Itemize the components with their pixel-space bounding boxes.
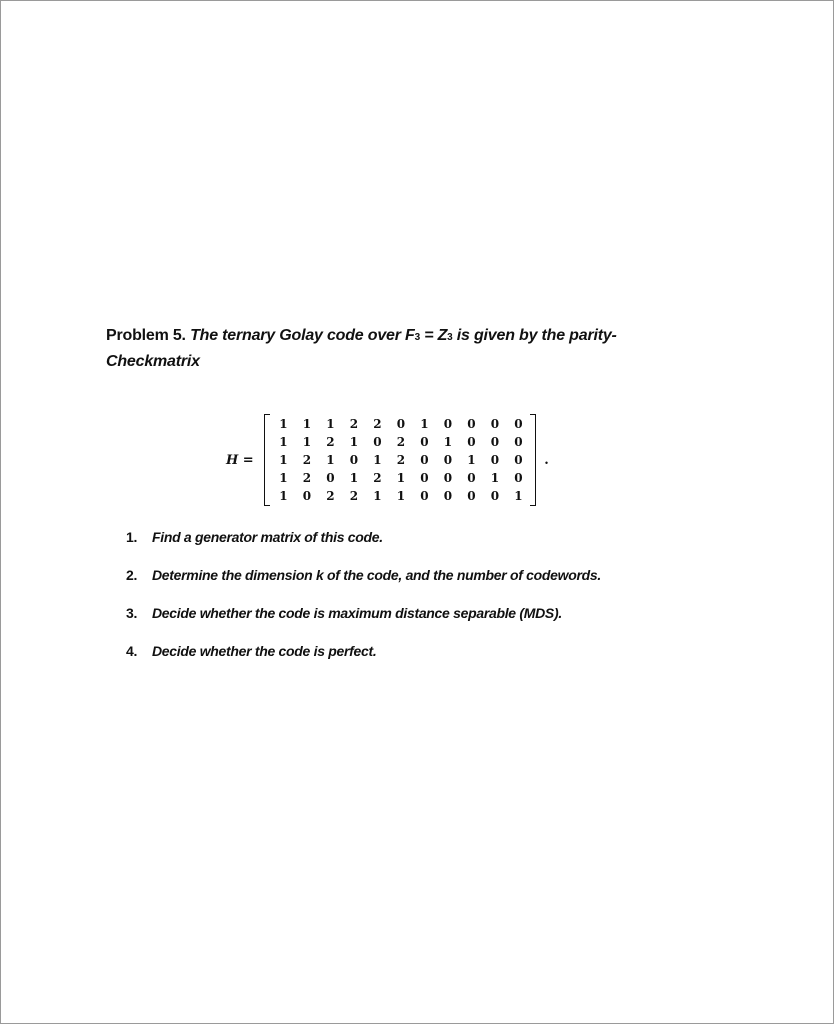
matrix-cell: 1 — [490, 471, 500, 485]
equals-sign: = — [419, 327, 438, 344]
matrix-cell: 0 — [326, 471, 335, 485]
matrix-cell: 1 — [443, 435, 453, 449]
matrix-cell: 0 — [514, 471, 523, 485]
problem-text-after-field: is given by the parity- — [452, 327, 617, 344]
matrix-cell: 0 — [490, 435, 500, 449]
field-f: F — [405, 327, 415, 344]
matrix-grid — [270, 415, 531, 505]
matrix-cell: 0 — [420, 435, 429, 449]
matrix-cell: 0 — [490, 417, 500, 431]
matrix-cell: 0 — [420, 489, 429, 503]
matrix-cell: 1 — [279, 471, 288, 485]
matrix-cell: 1 — [373, 453, 382, 467]
matrix-cell: 0 — [373, 435, 382, 449]
question-item — [126, 564, 746, 602]
matrix-cell: 0 — [514, 435, 523, 449]
matrix-cell: 0 — [467, 435, 476, 449]
matrix-cell: 1 — [349, 471, 359, 485]
matrix-cell: 1 — [396, 489, 406, 503]
matrix-cell: 0 — [420, 471, 429, 485]
question-number: 4. — [126, 643, 138, 659]
matrix-cell: 0 — [420, 453, 429, 467]
question-item — [126, 526, 746, 564]
matrix-cell: 0 — [514, 453, 523, 467]
right-bracket — [530, 414, 536, 506]
matrix-cell: 2 — [326, 489, 335, 503]
matrix-cell: 1 — [302, 417, 312, 431]
problem-text-before-field: The ternary Golay code over — [190, 327, 405, 344]
matrix-cell: 0 — [467, 471, 476, 485]
matrix-cell: 0 — [443, 489, 453, 503]
matrix-cell: 2 — [326, 435, 335, 449]
field-z-subscript: 3 — [447, 332, 453, 343]
matrix-cell: 0 — [490, 453, 500, 467]
matrix-cell: 1 — [373, 489, 382, 503]
matrix-cell: 0 — [443, 471, 453, 485]
field-f-subscript: 3 — [414, 332, 420, 343]
matrix-cell: 2 — [373, 417, 382, 431]
matrix-cell: 1 — [326, 453, 335, 467]
matrix-cell: 1 — [396, 471, 406, 485]
problem-label: Problem 5. — [106, 327, 186, 344]
matrix-cell: 1 — [514, 489, 523, 503]
question-text: Determine the dimension k of the code, and the number of codewords. — [152, 567, 601, 583]
matrix-cell: 2 — [349, 489, 359, 503]
question-text: Decide whether the code is perfect. — [152, 643, 377, 659]
question-list — [126, 526, 746, 678]
parity-check-matrix — [226, 410, 549, 510]
matrix-cell: 1 — [279, 435, 288, 449]
matrix-cell: 0 — [443, 453, 453, 467]
matrix-cell: 0 — [302, 489, 312, 503]
matrix-cell: 1 — [420, 417, 429, 431]
matrix-cell: 0 — [349, 453, 359, 467]
matrix-cell: 0 — [467, 489, 476, 503]
matrix-cell: 2 — [302, 471, 312, 485]
matrix-cell: 1 — [279, 417, 288, 431]
question-number: 3. — [126, 605, 138, 621]
matrix-cell: 2 — [396, 453, 406, 467]
problem-statement — [106, 324, 706, 374]
problem-line-2: Checkmatrix — [106, 353, 200, 370]
matrix-period: . — [544, 452, 549, 468]
matrix-cell: 0 — [490, 489, 500, 503]
question-item — [126, 602, 746, 640]
matrix-cell: 0 — [443, 417, 453, 431]
question-text: Find a generator matrix of this code. — [152, 529, 383, 545]
matrix-cell: 2 — [302, 453, 312, 467]
matrix-cell: 1 — [279, 453, 288, 467]
question-text: Decide whether the code is maximum distance separable (MDS). — [152, 605, 562, 621]
matrix-cell: 1 — [279, 489, 288, 503]
matrix-lhs: H = — [226, 452, 254, 468]
question-item — [126, 640, 746, 678]
question-number: 2. — [126, 567, 138, 583]
matrix-cell: 2 — [373, 471, 382, 485]
matrix-cell: 1 — [326, 417, 335, 431]
matrix-cell: 2 — [349, 417, 359, 431]
field-z: Z — [437, 327, 448, 344]
matrix-cell: 0 — [467, 417, 476, 431]
matrix-cell: 2 — [396, 435, 406, 449]
matrix-cell: 1 — [349, 435, 359, 449]
matrix-cell: 1 — [467, 453, 476, 467]
matrix-cell: 1 — [302, 435, 312, 449]
matrix-cell: 0 — [514, 417, 523, 431]
question-number: 1. — [126, 529, 138, 545]
matrix-cell: 0 — [396, 417, 406, 431]
